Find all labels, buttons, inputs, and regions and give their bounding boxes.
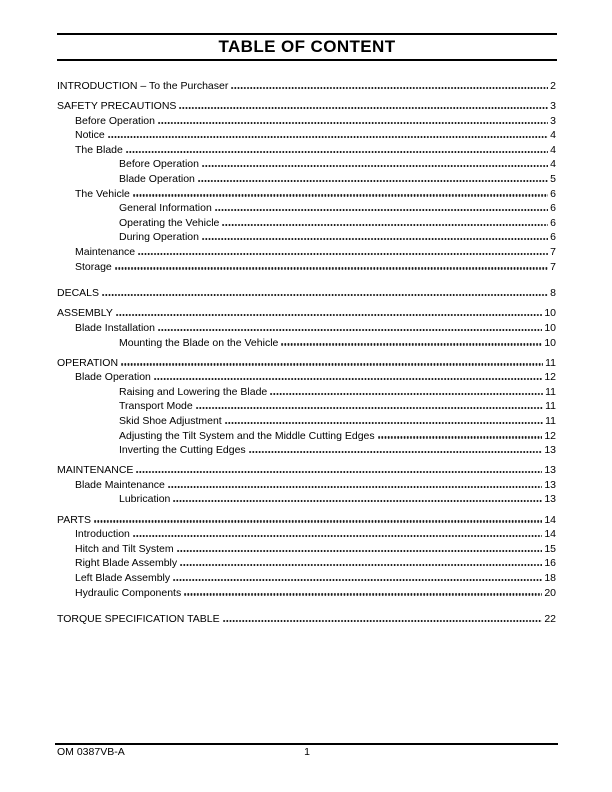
toc-entry-label: Maintenance — [75, 246, 136, 259]
toc-entry — [57, 492, 556, 507]
leader-dots — [378, 436, 543, 438]
toc-entry — [57, 399, 556, 414]
leader-dots — [231, 87, 548, 89]
toc-entry — [57, 571, 556, 586]
leader-dots — [133, 194, 548, 196]
title-block — [57, 33, 557, 61]
toc-entry-page: 3 — [550, 114, 556, 127]
toc-entry-page: 13 — [544, 493, 556, 506]
toc-entry-label: During Operation — [119, 231, 199, 244]
leader-dots — [281, 343, 542, 345]
toc-entry-page: 6 — [550, 231, 556, 244]
toc-entry-label: Blade Maintenance — [75, 478, 165, 491]
toc-entry-page: 14 — [544, 528, 556, 541]
toc-group — [57, 306, 556, 350]
toc-entry-label: PARTS — [57, 513, 92, 526]
toc-entry — [57, 201, 556, 216]
toc-entry — [57, 245, 556, 260]
toc-entry-label: DECALS — [57, 287, 100, 300]
leader-dots — [223, 620, 543, 622]
leader-dots — [249, 451, 543, 453]
toc-entry-page: 6 — [550, 187, 556, 200]
toc-entry — [57, 586, 556, 601]
toc-entry — [57, 143, 556, 158]
toc-entry-label: Right Blade Assembly — [75, 557, 178, 570]
toc-entry — [57, 612, 556, 627]
toc-entry-label: Notice — [75, 129, 105, 142]
toc-entry-page: 5 — [550, 173, 556, 186]
toc-entry — [57, 230, 556, 245]
leader-dots — [94, 520, 542, 522]
leader-dots — [102, 294, 548, 296]
leader-dots — [158, 122, 548, 124]
toc-entry-page: 11 — [545, 385, 556, 398]
leader-dots — [215, 209, 548, 211]
toc-entry — [57, 79, 556, 94]
footer-rule — [55, 743, 558, 745]
leader-dots — [108, 136, 548, 138]
leader-dots — [154, 378, 542, 380]
leader-dots — [138, 253, 548, 255]
toc-entry-page: 10 — [544, 336, 556, 349]
leader-dots — [116, 314, 542, 316]
toc-entry-label: SAFETY PRECAUTIONS — [57, 100, 177, 113]
toc-entry-label: Adjusting the Tilt System and the Middle Cutting Edges — [119, 429, 375, 442]
toc-entry-label: Left Blade Assembly — [75, 571, 171, 584]
toc-entry-page: 13 — [544, 444, 556, 457]
toc-group — [57, 79, 556, 94]
toc-entry — [57, 260, 556, 275]
toc-entry-label: OPERATION — [57, 356, 119, 369]
toc-entry — [57, 114, 556, 129]
toc-group — [57, 612, 556, 627]
toc-entry-page: 12 — [544, 371, 556, 384]
leader-dots — [121, 363, 543, 365]
toc-entry — [57, 336, 556, 351]
toc-entry-page: 8 — [550, 287, 556, 300]
toc-entry — [57, 356, 556, 371]
toc-group — [57, 99, 556, 274]
toc-entry-label: INTRODUCTION – To the Purchaser — [57, 80, 229, 92]
toc-entry — [57, 370, 556, 385]
toc-entry-page: 11 — [545, 356, 556, 369]
toc-entry-label: Transport Mode — [119, 400, 193, 413]
footer — [57, 746, 557, 759]
toc-entry-page: 15 — [544, 542, 556, 555]
toc-entry-label: The Vehicle — [75, 187, 130, 200]
leader-dots — [173, 579, 542, 581]
toc-entry — [57, 216, 556, 231]
toc-entry-label: TORQUE SPECIFICATION TABLE — [57, 613, 220, 626]
toc-entry-label: Mounting the Blade on the Vehicle — [119, 336, 279, 349]
toc-entry-label: Before Operation — [119, 158, 199, 171]
toc-entry-page: 7 — [550, 246, 556, 259]
toc-entry-page: 13 — [544, 464, 556, 477]
toc-entry-label: Skid Shoe Adjustment — [119, 414, 222, 427]
leader-dots — [177, 550, 543, 552]
toc-entry-page: 10 — [544, 307, 556, 320]
toc-entry — [57, 321, 556, 336]
leader-dots — [196, 407, 543, 409]
toc-entry-page: 18 — [544, 571, 556, 584]
toc-entry-label: Operating the Vehicle — [119, 216, 220, 229]
toc-entry — [57, 128, 556, 143]
page-title: TABLE OF CONTENT — [218, 37, 396, 56]
toc-entry-label: Inverting the Cutting Edges — [119, 444, 246, 457]
toc-entry — [57, 527, 556, 542]
leader-dots — [168, 486, 542, 488]
leader-dots — [202, 238, 548, 240]
toc-entry-page: 6 — [550, 216, 556, 229]
toc-entry-page: 11 — [545, 414, 556, 427]
toc-entry — [57, 542, 556, 557]
leader-dots — [270, 393, 543, 395]
toc-entry-label: MAINTENANCE — [57, 464, 134, 477]
toc-entry-label: Raising and Lowering the Blade — [119, 385, 268, 398]
toc-entry — [57, 172, 556, 187]
toc-entry-label: General Information — [119, 202, 212, 215]
toc-entry-label: Blade Operation — [119, 173, 195, 186]
toc-entry-label: Hitch and Tilt System — [75, 542, 174, 555]
toc-group — [57, 356, 556, 458]
toc-entry-page: 7 — [550, 260, 556, 273]
toc-entry — [57, 187, 556, 202]
toc-entry — [57, 157, 556, 172]
leader-dots — [158, 329, 542, 331]
toc-entry-label: Blade Installation — [75, 321, 155, 334]
toc-entry-label: Introduction — [75, 528, 130, 541]
toc-entry — [57, 286, 556, 301]
toc-entry-label: Hydraulic Components — [75, 586, 182, 599]
toc-entry-page: 16 — [544, 557, 556, 570]
toc-entry — [57, 306, 556, 321]
toc-entry — [57, 463, 556, 478]
toc-entry-page: 13 — [544, 478, 556, 491]
toc-entry-label: The Blade — [75, 143, 123, 156]
toc-entry-page: 4 — [550, 143, 556, 156]
leader-dots — [202, 165, 548, 167]
toc-entry-page: 14 — [544, 513, 556, 526]
toc-entry-page: 2 — [550, 80, 556, 92]
leader-dots — [198, 180, 548, 182]
toc-entry — [57, 556, 556, 571]
toc-entry-label: Lubrication — [119, 493, 171, 506]
leader-dots — [222, 224, 548, 226]
toc-entry-page: 4 — [550, 129, 556, 142]
leader-dots — [225, 422, 543, 424]
leader-dots — [133, 535, 542, 537]
leader-dots — [115, 267, 548, 269]
footer-page-number: 1 — [304, 746, 310, 758]
leader-dots — [180, 564, 542, 566]
toc-entry — [57, 414, 556, 429]
toc-entry-label: Before Operation — [75, 114, 155, 127]
toc-entry — [57, 478, 556, 493]
toc-entry-label: Storage — [75, 260, 112, 273]
toc-entry-label: ASSEMBLY — [57, 307, 113, 320]
toc-group — [57, 286, 556, 301]
toc-list — [57, 79, 556, 627]
toc-entry-page: 3 — [550, 100, 556, 113]
toc-entry-page: 12 — [544, 429, 556, 442]
toc-entry — [57, 385, 556, 400]
toc-group — [57, 513, 556, 601]
toc-entry-page: 4 — [550, 158, 556, 171]
toc-entry — [57, 443, 556, 458]
toc-entry-page: 20 — [544, 586, 556, 599]
toc-entry-page: 11 — [545, 400, 556, 413]
leader-dots — [126, 151, 548, 153]
leader-dots — [179, 107, 548, 109]
toc-entry-page: 22 — [544, 613, 556, 626]
toc-entry-page: 6 — [550, 202, 556, 215]
leader-dots — [136, 471, 542, 473]
toc-entry-label: Blade Operation — [75, 371, 151, 384]
leader-dots — [173, 500, 542, 502]
toc-group — [57, 463, 556, 507]
leader-dots — [184, 593, 542, 595]
toc-entry-page: 10 — [544, 321, 556, 334]
toc-entry — [57, 99, 556, 114]
toc-entry — [57, 429, 556, 444]
toc-entry — [57, 513, 556, 528]
footer-doc-code: OM 0387VB-A — [57, 746, 125, 758]
